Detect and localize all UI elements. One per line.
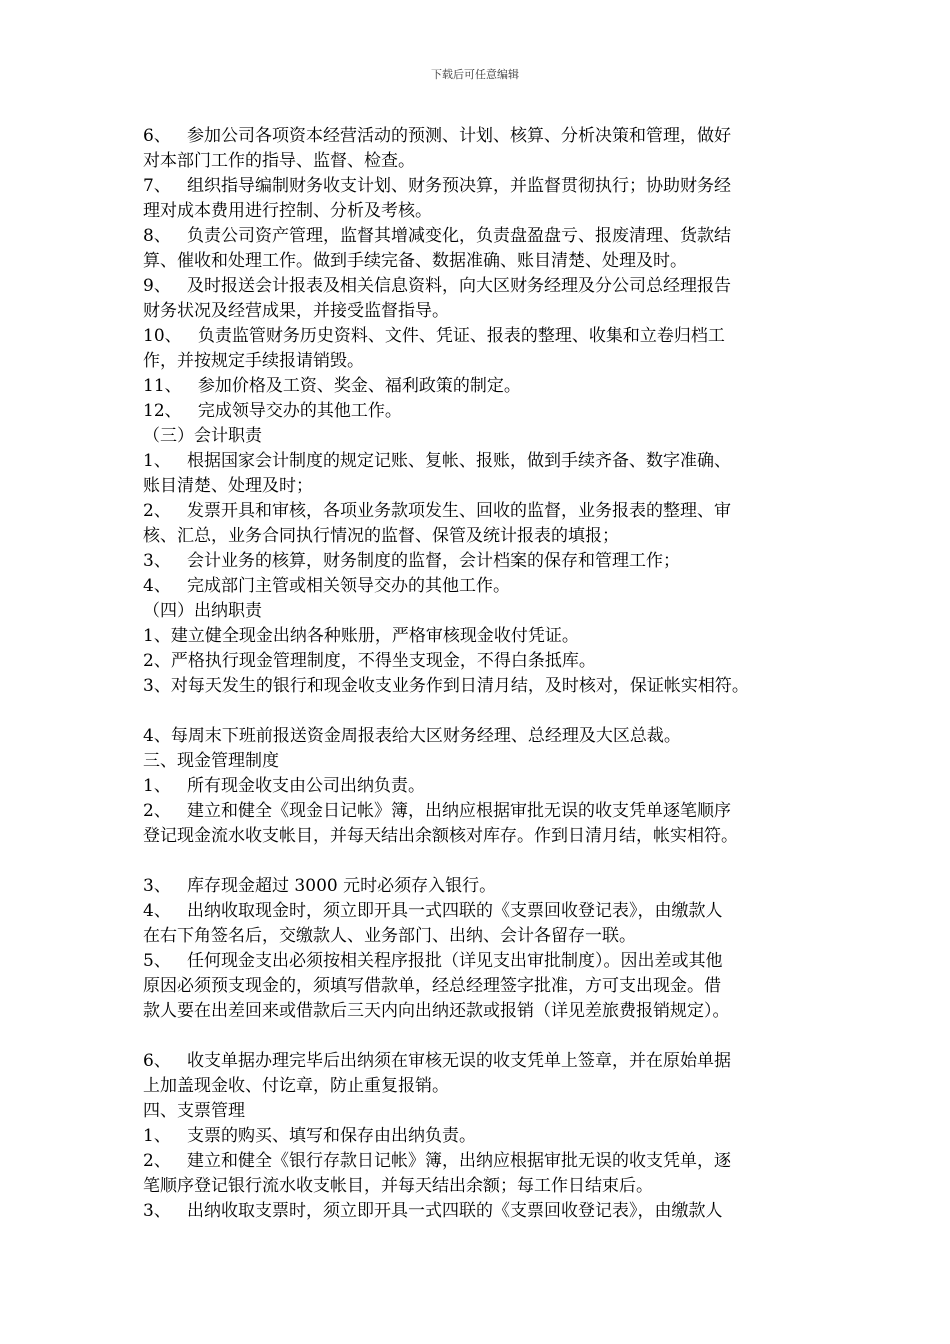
text-line: 财务状况及经营成果，并接受监督指导。 (143, 301, 449, 321)
page-header: 下载后可任意编辑 (431, 68, 519, 81)
text-line: 2、 建立和健全《现金日记帐》簿，出纳应根据审批无误的收支凭单逐笔顺序 (143, 801, 732, 821)
text-line: 3、对每天发生的银行和现金收支业务作到日清月结，及时核对，保证帐实相符。 (143, 676, 749, 696)
text-line: 3、 库存现金超过 3000 元时必须存入银行。 (143, 876, 497, 896)
text-line: 账目清楚、处理及时； (143, 476, 313, 496)
text-line: 12、 完成领导交办的其他工作。 (143, 401, 402, 421)
text-line: 核、汇总，业务合同执行情况的监督、保管及统计报表的填报； (143, 526, 619, 546)
text-line: 原因必须预支现金的，须填写借款单，经总经理签字批准，方可支出现金。借 (143, 976, 721, 996)
text-line: 7、 组织指导编制财务收支计划、财务预决算，并监督贯彻执行；协助财务经 (143, 176, 732, 196)
text-line: 4、 出纳收取现金时，须立即开具一式四联的《支票回收登记表》，由缴款人 (143, 901, 723, 921)
text-line: （四）出纳职责 (143, 601, 262, 621)
text-line: 登记现金流水收支帐目，并每天结出余额核对库存。作到日清月结，帐实相符。 (143, 826, 738, 846)
text-line: 3、 会计业务的核算，财务制度的监督，会计档案的保存和管理工作； (143, 551, 681, 571)
text-line: 1、 支票的购买、填写和保存由出纳负责。 (143, 1126, 477, 1146)
text-line: 在右下角签名后，交缴款人、业务部门、出纳、会计各留存一联。 (143, 926, 636, 946)
text-line: 笔顺序登记银行流水收支帐目，并每天结出余额；每工作日结束后。 (143, 1176, 653, 1196)
text-line: 款人要在出差回来或借款后三天内向出纳还款或报销（详见差旅费报销规定）。 (143, 1001, 730, 1021)
text-line: 8、 负责公司资产管理，监督其增减变化，负责盘盈盘亏、报废清理、货款结 (143, 226, 732, 246)
text-line: 1、 根据国家会计制度的规定记账、复帐、报账，做到手续齐备、数字准确、 (143, 451, 732, 471)
text-line: 作，并按规定手续报请销毁。 (143, 351, 364, 371)
text-line: 6、 收支单据办理完毕后出纳须在审核无误的收支凭单上签章，并在原始单据 (143, 1051, 732, 1071)
text-line: 4、每周末下班前报送资金周报表给大区财务经理、总经理及大区总裁。 (143, 726, 681, 746)
text-line: （三）会计职责 (143, 426, 262, 446)
text-line: 对本部门工作的指导、监督、检查。 (143, 151, 415, 171)
text-line: 算、催收和处理工作。做到手续完备、数据准确、账目清楚、处理及时。 (143, 251, 687, 271)
text-line: 2、严格执行现金管理制度，不得坐支现金，不得白条抵库。 (143, 651, 596, 671)
text-line: 9、 及时报送会计报表及相关信息资料，向大区财务经理及分公司总经理报告 (143, 276, 732, 296)
text-line: 5、 任何现金支出必须按相关程序报批（详见支出审批制度）。因出差或其他 (143, 951, 723, 971)
text-line: 6、 参加公司各项资本经营活动的预测、计划、核算、分析决策和管理，做好 (143, 126, 732, 146)
text-line: 四、支票管理 (143, 1101, 245, 1121)
blank-line (143, 1024, 823, 1049)
text-line: 上加盖现金收、付讫章，防止重复报销。 (143, 1076, 449, 1096)
text-line: 10、 负责监管财务历史资料、文件、凭证、报表的整理、收集和立卷归档工 (143, 326, 725, 346)
text-line: 3、 出纳收取支票时，须立即开具一式四联的《支票回收登记表》，由缴款人 (143, 1201, 723, 1221)
text-line: 2、 发票开具和审核，各项业务款项发生、回收的监督，业务报表的整理、审 (143, 501, 732, 521)
text-line: 2、 建立和健全《银行存款日记帐》簿，出纳应根据审批无误的收支凭单，逐 (143, 1151, 732, 1171)
text-line: 理对成本费用进行控制、分析及考核。 (143, 201, 432, 221)
text-line: 三、现金管理制度 (143, 751, 279, 771)
text-line: 1、建立健全现金出纳各种账册，严格审核现金收付凭证。 (143, 626, 579, 646)
document-body (143, 124, 823, 1224)
blank-line (143, 849, 823, 874)
text-line: 4、 完成部门主管或相关领导交办的其他工作。 (143, 576, 511, 596)
blank-line (143, 699, 823, 724)
text-line: 11、 参加价格及工资、奖金、福利政策的制定。 (143, 376, 521, 396)
text-line: 1、 所有现金收支由公司出纳负责。 (143, 776, 426, 796)
